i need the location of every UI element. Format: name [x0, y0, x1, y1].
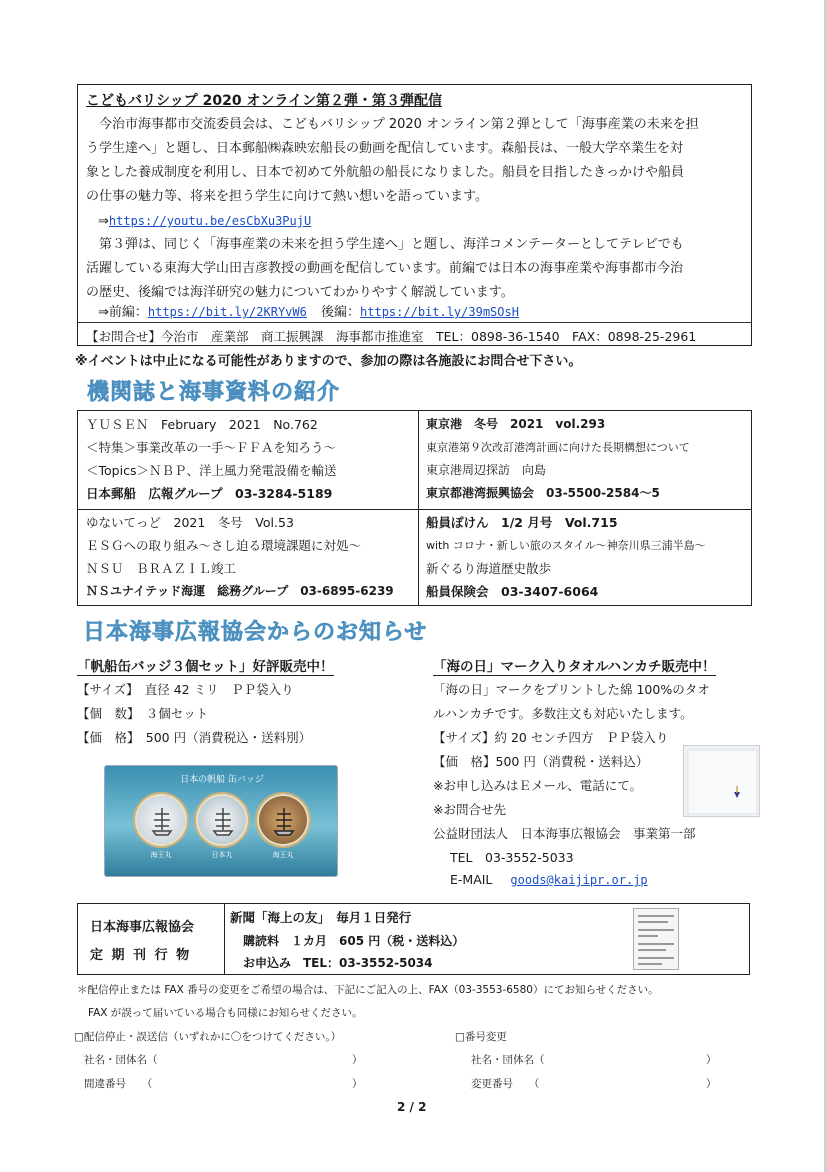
publication-publisher: 日本郵船 広報グループ 03-3284-5189 [86, 486, 333, 501]
event-para2-line2: 活躍している東海大学山田吉彦教授の動画を配信しています。前編では日本の海事産業や海事都市今治 [86, 261, 683, 276]
publication-line: ＮＳＵ ＢＲＡＺＩＬ竣工 [86, 561, 237, 576]
event-para1-line4: の仕事の魅力等、将来を担う学生に向けて熱い想いを語っています。 [86, 189, 488, 204]
grid-divider-vertical [418, 411, 419, 605]
badge-price: 【価 格】 500 円（消費税込・送料別） [77, 730, 312, 745]
publication-line: 船員ぽけん 1/2 月号 Vol.715 [426, 515, 618, 530]
form-change-number-label: 変更番号 （ [471, 1078, 540, 1090]
event-title: こどもバリシップ 2020 オンライン第２弾・第３弾配信 [86, 93, 443, 109]
newspaper-thumbnail [633, 908, 679, 970]
publication-line: ＥＳＧへの取り組み～さし迫る環境課題に対処～ [86, 538, 362, 553]
towel-title: 「海の日」マーク入りタオルハンカチ販売中！ [433, 655, 716, 676]
coin-label: 海王丸 [150, 851, 172, 859]
publication-publisher: ＮＳユナイテッド海運 総務グループ 03-6895-6239 [86, 584, 394, 598]
event-contact: 【お問合せ】今治市 産業部 商工振興課 海事都市推進室 TEL：0898-36-1540 FAX：0898-25-2961 [78, 322, 751, 346]
form-close-paren: ） [706, 1078, 717, 1090]
event-para1-line1: 今治市海事都市交流委員会は、こどもバリシップ 2020 オンライン第２弾として「海事産業の未来を担 [99, 117, 699, 132]
badge-size: 【サイズ】 直径 42 ミリ ＰＰ袋入り [77, 682, 294, 697]
form-close-paren: ） [706, 1054, 717, 1066]
event-para2-line1: 第３弾は、同じく「海事産業の未来を担う学生達へ」と題し、海洋コメンテーターとしてテレビでも [99, 237, 684, 252]
publication-line: 東京港第９次改訂港湾計画に向けた長期構想について [426, 441, 690, 454]
grid-divider-horizontal [78, 509, 751, 510]
page-number: 2 / 2 [397, 1100, 427, 1114]
publication-line: with コロナ・新しい旅のスタイル～神奈川県三浦半島～ [426, 539, 706, 552]
section-title-publications: 機関誌と海事資料の紹介 [87, 380, 341, 405]
badge-count: 【個 数】 ３個セット [77, 706, 209, 721]
arrow-icon: ⇒ [98, 214, 109, 229]
towel-tel: TEL 03-3552-5033 [450, 850, 574, 865]
towel-desc-line2: ルハンカチです。多数注文も対応いたします。 [433, 706, 693, 721]
publication-seaman-insurance [426, 511, 706, 603]
towel-org: 公益財団法人 日本海事広報協会 事業第一部 [433, 826, 696, 841]
coin-label: 日本丸 [211, 851, 233, 859]
publication-line: ＜特集＞事業改革の一手～ＦＦＡを知ろう～ [86, 440, 337, 455]
newspaper-org: 日本海事広報協会 [90, 920, 195, 935]
form-left-heading: □配信停止・誤送信（いずれかに〇をつけてください。） [74, 1031, 342, 1043]
publication-line: ＹＵＳＥＮ February 2021 No.762 [86, 417, 318, 432]
first-part-label: ⇒前編： [98, 305, 148, 320]
ship-badge-icon [133, 792, 189, 848]
newspaper-divider [224, 904, 225, 974]
form-right-heading: □番号変更 [455, 1031, 507, 1043]
coin-label: 海王丸 [272, 851, 294, 859]
publications-grid [77, 410, 752, 606]
event-box [77, 84, 752, 346]
publication-yusen [86, 413, 336, 505]
publication-united [86, 511, 394, 603]
towel-desc-line1: 「海の日」マークをプリントした綿 100%のタオ [433, 682, 710, 697]
event-para1-line3: 象とした養成制度を利用し、日本で初めて外航船の船長になりました。船員を目指したきっかけや船員 [86, 165, 685, 180]
publication-publisher: 東京都港湾振興協会 03-5500-2584～5 [426, 486, 660, 500]
publication-line: ゆないてっど 2021 冬号 Vol.53 [86, 515, 294, 530]
publication-tokyo-port [426, 413, 690, 505]
badge-set-image [104, 765, 338, 877]
towel-price: 【価 格】500 円（消費税・送料込） [433, 754, 649, 769]
newspaper-apply: お申込み TEL：03-3552-5034 [243, 956, 433, 970]
towel-size: 【サイズ】約 20 センチ四方 ＰＰ袋入り [433, 730, 669, 745]
towel-inquiry: ※お問合せ先 [433, 802, 506, 817]
ship-badge-icon [194, 792, 250, 848]
badge-title: 「帆船缶バッジ３個セット」好評販売中！ [77, 655, 334, 676]
towel-email-row [450, 872, 648, 887]
publication-line: 東京港 冬号 2021 vol.293 [426, 417, 606, 431]
email-link[interactable]: goods@kaijipr.or.jp [510, 873, 648, 887]
form-company-label: 社名・団体名（ [84, 1054, 158, 1066]
publication-line: 東京港周辺探訪 向島 [426, 463, 547, 477]
first-part-link[interactable]: https://bit.ly/2KRYvW6 [147, 305, 307, 319]
section-title-announcements: 日本海事広報協会からのお知らせ [83, 620, 428, 645]
form-close-paren: ） [352, 1078, 363, 1090]
form-close-paren: ） [352, 1054, 363, 1066]
newspaper-label: 定 期 刊 行 物 [90, 948, 192, 963]
publication-publisher: 船員保険会 03-3407-6064 [426, 584, 599, 599]
ship-badge-icon [255, 792, 311, 848]
event-link1-row [98, 209, 758, 234]
event-para1-line2: う学生達へ」と題し、日本郵船㈱森映宏船長の動画を配信しています。森船長は、一般大学卒業生を対 [86, 141, 683, 156]
publication-line: 新ぐるり海道歴史散歩 [426, 561, 552, 576]
newspaper-fee: 購読料 １カ月 605 円（税・送料込） [243, 934, 465, 948]
event-para2-line3: の歴史、後編では海洋研究の魅力についてわかりやすく解説しています。 [86, 285, 514, 300]
second-part-label: 後編： [321, 305, 361, 320]
badge-banner: 日本の帆船 缶バッジ [180, 775, 264, 785]
event-notice: ※イベントは中止になる可能性がありますので、参加の際は各施設にお問合せ下さい。 [75, 354, 582, 369]
email-label: E-MAIL [450, 872, 493, 887]
newspaper-name: 新聞「海上の友」 毎月１日発行 [230, 910, 412, 925]
form-company-label-right: 社名・団体名（ [471, 1054, 545, 1066]
towel-order: ※お申し込みはＥメール、電話にて。 [433, 778, 642, 793]
footer-note2: FAX が誤って届いている場合も同様にお知らせください。 [88, 1007, 363, 1019]
newspaper-box [77, 903, 750, 975]
second-part-link[interactable]: https://bit.ly/39mSOsH [360, 305, 519, 319]
towel-image [683, 745, 760, 817]
youtube-link[interactable]: https://youtu.be/esCbXu3PujU [108, 214, 312, 228]
footer-note1: ＊配信停止または FAX 番号の変更をご希望の場合は、下記にご記入の上、FAX（03-3553-6580）にてお知らせください。 [77, 984, 659, 996]
form-wrong-number-label: 間違番号 （ [84, 1078, 153, 1090]
publication-line: ＜Topics＞ＮＢＰ、洋上風力発電設備を輸送 [86, 463, 337, 478]
